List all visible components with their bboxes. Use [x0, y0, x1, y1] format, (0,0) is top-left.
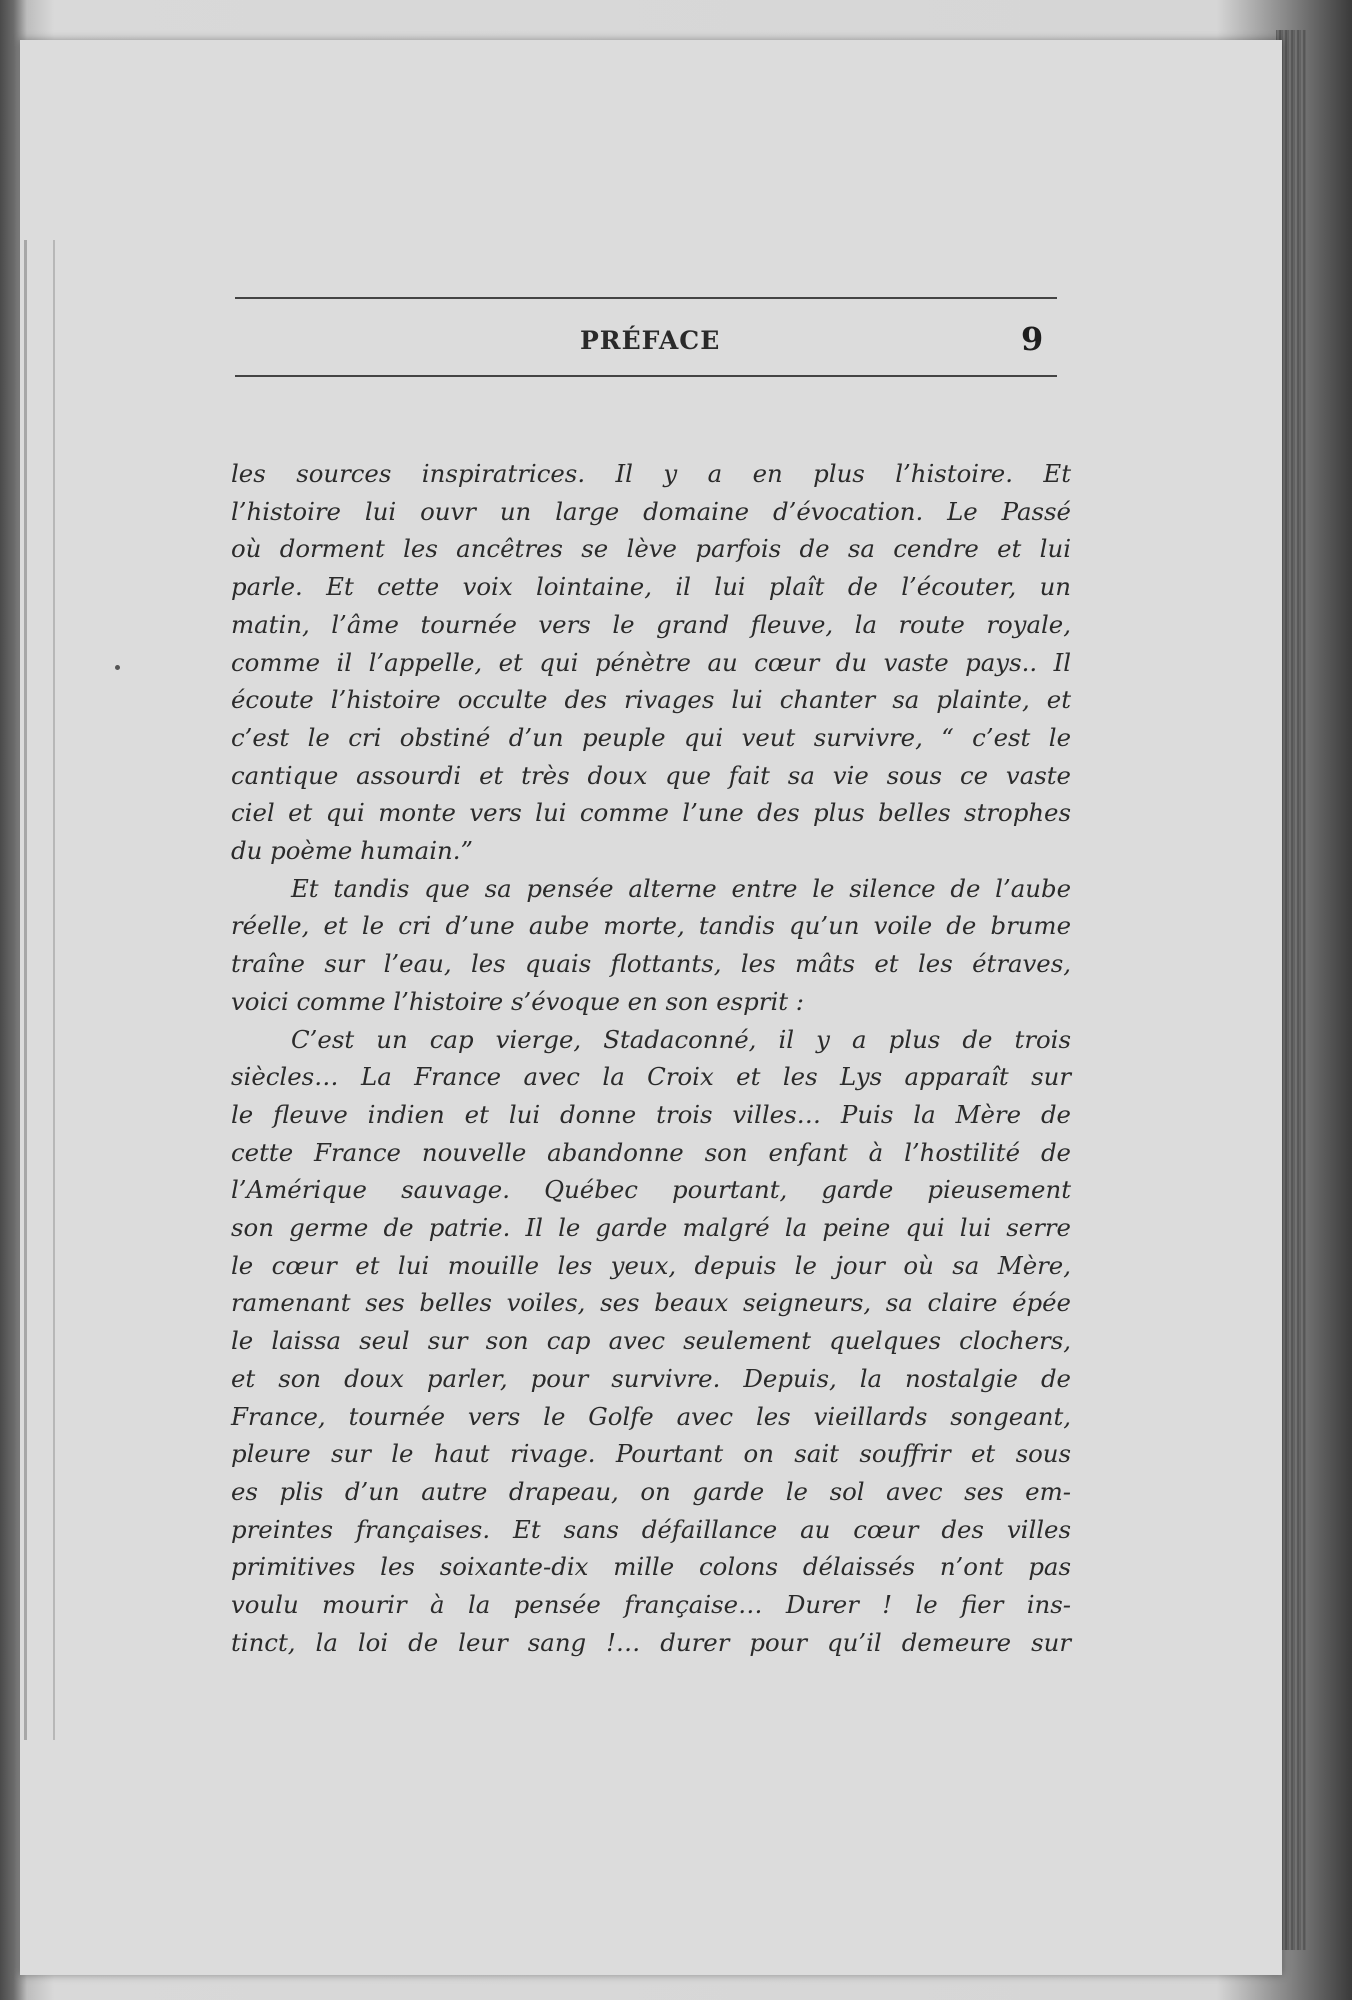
- text-line: le fleuve indien et lui donne trois villes… Puis la Mère de: [231, 1099, 1071, 1129]
- paragraph-3: [231, 1021, 1071, 1662]
- text-line: primitives les soixante-dix mille colons délaissés n’ont pas: [231, 1552, 1071, 1582]
- text-line: preintes françaises. Et sans défaillance au cœur des villes: [231, 1514, 1071, 1544]
- text-line: pleure sur le haut rivage. Pourtant on sait souffrir et sous: [231, 1439, 1071, 1469]
- book-page: [20, 40, 1282, 1975]
- page-number: 9: [1021, 320, 1044, 358]
- text-line: Et tandis que sa pensée alterne entre le silence de l’aube: [291, 873, 1071, 903]
- text-line: es plis d’un autre drapeau, on garde le sol avec ses em-: [231, 1476, 1071, 1506]
- text-line: et son doux parler, pour survivre. Depuis, la nostalgie de: [231, 1363, 1071, 1393]
- text-line: du poème humain.”: [231, 836, 473, 866]
- text-line: comme il l’appelle, et qui pénètre au cœur du vaste pays.. Il: [231, 647, 1071, 677]
- text-line: siècles… La France avec la Croix et les Lys apparaît sur: [231, 1062, 1071, 1092]
- text-line: parle. Et cette voix lointaine, il lui plaît de l’écouter, un: [231, 572, 1071, 602]
- running-title: PRÉFACE: [580, 326, 721, 355]
- preface-text: [231, 455, 1071, 1662]
- text-line: c’est le cri obstiné d’un peuple qui veut survivre, “ c’est le: [231, 722, 1071, 752]
- text-line: son germe de patrie. Il le garde malgré la peine qui lui serre: [231, 1213, 1071, 1243]
- text-line: voulu mourir à la pensée française… Durer ! le fier ins-: [231, 1590, 1071, 1620]
- paper-speck: [115, 665, 120, 670]
- text-line: ramenant ses belles voiles, ses beaux seigneurs, sa claire épée: [231, 1288, 1071, 1318]
- text-line: les sources inspiratrices. Il y a en plus l’histoire. Et: [231, 459, 1071, 488]
- paragraph-2: [231, 870, 1071, 1021]
- text-line: le laissa seul sur son cap avec seulement quelques clochers,: [231, 1326, 1071, 1356]
- text-line: l’Amérique sauvage. Québec pourtant, garde pieusement: [231, 1175, 1071, 1205]
- text-line: voici comme l’histoire s’évoque en son esprit :: [231, 986, 805, 1016]
- text-line: C’est un cap vierge, Stadaconné, il y a plus de trois: [291, 1024, 1071, 1054]
- page-binding-shadow: [24, 240, 55, 1740]
- header-rule-top: [235, 297, 1057, 299]
- text-line: ciel et qui monte vers lui comme l’une des plus belles strophes: [231, 798, 1071, 828]
- header-rule-bottom: [235, 375, 1057, 377]
- text-line: tinct, la loi de leur sang !… durer pour qu’il demeure sur: [231, 1627, 1071, 1657]
- paragraph-1: [231, 455, 1071, 870]
- text-line: cantique assourdi et très doux que fait sa vie sous ce vaste: [231, 760, 1071, 790]
- text-line: France, tournée vers le Golfe avec les vieillards songeant,: [231, 1401, 1071, 1431]
- text-line: traîne sur l’eau, les quais flottants, les mâts et les étraves,: [231, 949, 1071, 979]
- text-line: matin, l’âme tournée vers le grand fleuve, la route royale,: [231, 609, 1071, 639]
- text-line: où dorment les ancêtres se lève parfois de sa cendre et lui: [231, 534, 1071, 564]
- text-line: le cœur et lui mouille les yeux, depuis le jour où sa Mère,: [231, 1250, 1071, 1280]
- text-line: écoute l’histoire occulte des rivages lui chanter sa plainte, et: [231, 685, 1071, 715]
- text-line: réelle, et le cri d’une aube morte, tandis qu’un voile de brume: [231, 911, 1071, 941]
- text-line: l’histoire lui ouvr un large domaine d’évocation. Le Passé: [231, 496, 1071, 526]
- text-line: cette France nouvelle abandonne son enfant à l’hostilité de: [231, 1137, 1071, 1167]
